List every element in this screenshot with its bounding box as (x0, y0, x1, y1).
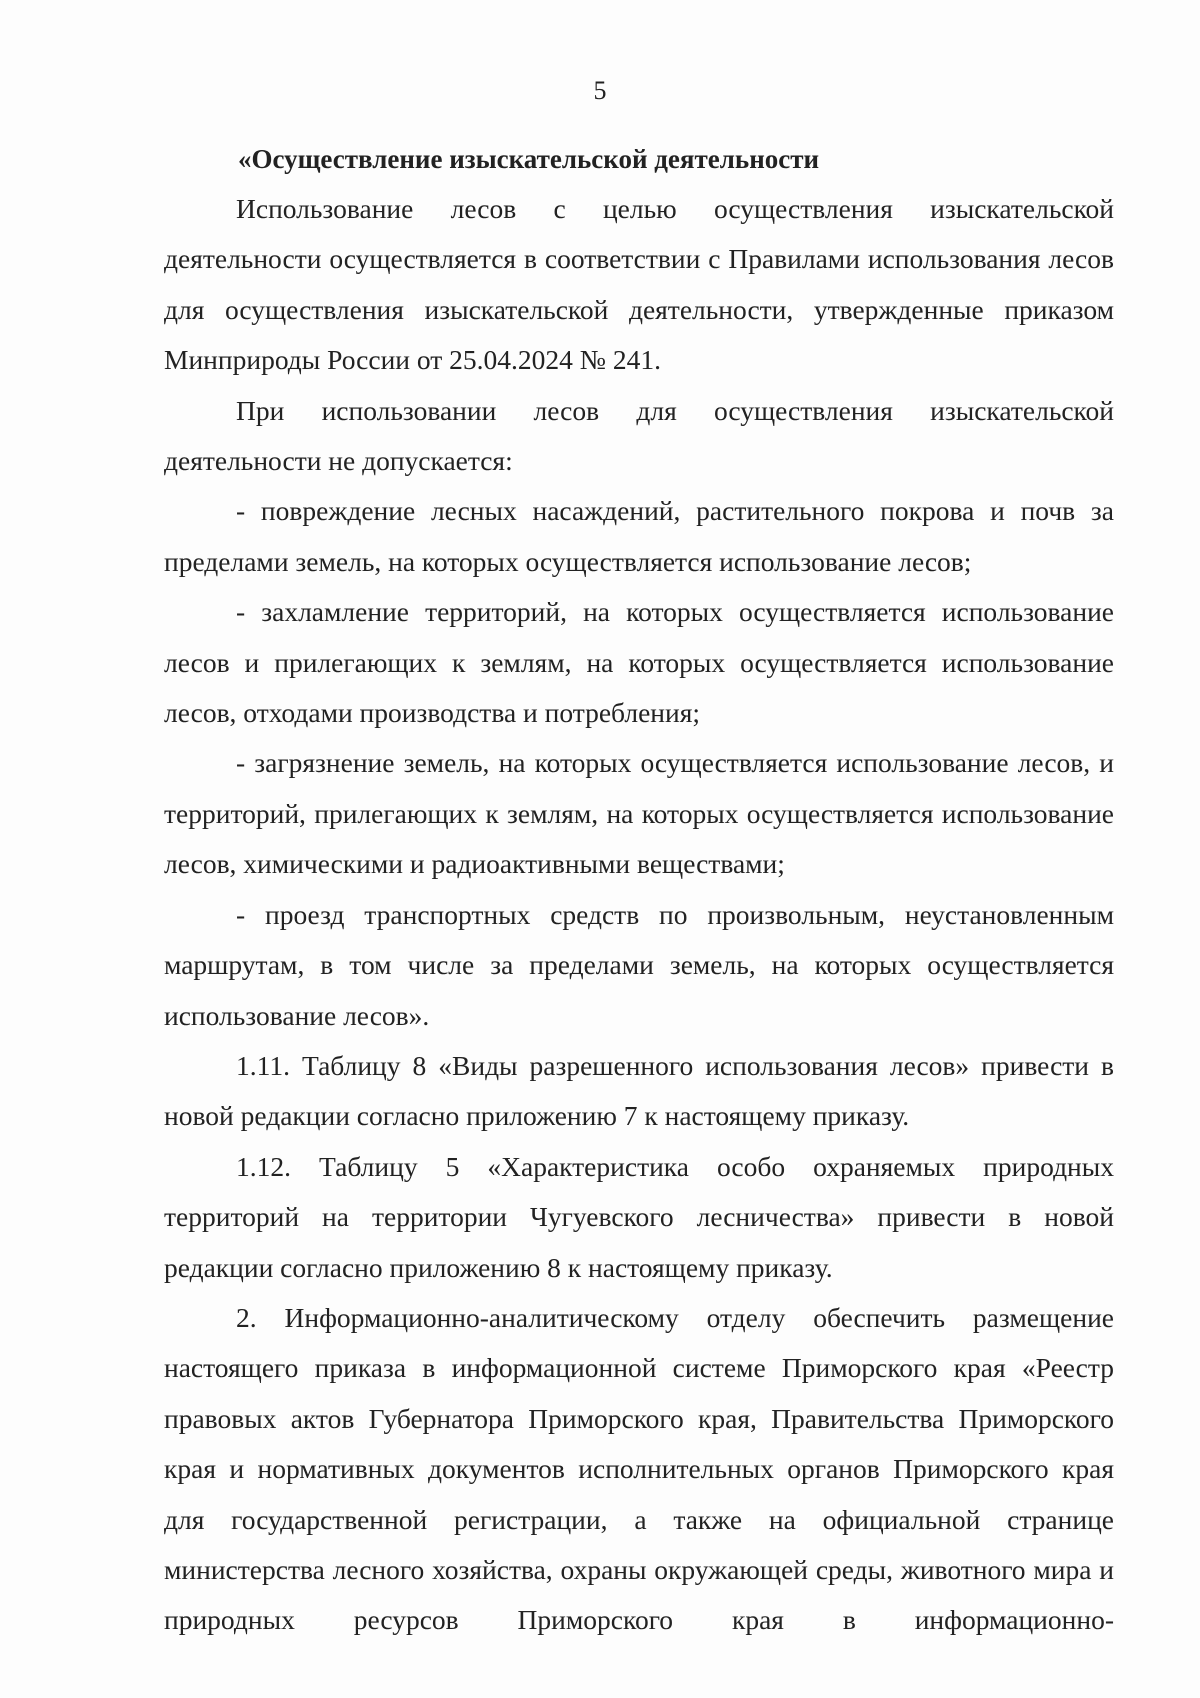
paragraph-item-1-12: 1.12. Таблицу 5 «Характеристика особо охраняемых природных территорий на территории Чугуевского лесничества» привести в новой редакции согласно приложению 8 к настоящему приказу. (164, 1150, 1114, 1283)
list-item-damage: - повреждение лесных насаждений, растительного покрова и почв за пределами земель, на которых осуществляется использование лесов; (164, 495, 1114, 577)
paragraph-item-1-11: 1.11. Таблицу 8 «Виды разрешенного использования лесов» привести в новой редакции согласно приложению 7 к настоящему приказу. (164, 1049, 1114, 1132)
list-item-vehicle-passage: - проезд транспортных средств по произвольным, неустановленным маршрутам, в том числе за пределами земель, на которых осуществляется использование лесов». (164, 898, 1114, 1031)
paragraph-survey-rules: Использование лесов с целью осуществления изыскательской деятельности осуществляется в соответствии с Правилами использования лесов для осуществления изыскательской деятельности, утвержденные приказом Минприроды России от 25.04.2024 № 241. (164, 193, 1114, 376)
section-heading: «Осуществление изыскательской деятельности (238, 144, 820, 174)
list-item-pollution: - загрязнение земель, на которых осуществляется использование лесов, и территорий, прилегающих к землям, на которых осуществляется использование лесов, химическими и радиоактивными веществами; (164, 747, 1114, 880)
paragraph-item-2: 2. Информационно-аналитическому отделу обеспечить размещение настоящего приказа в информационной системе Приморского края «Реестр правовых актов Губернатора Приморского края, Правительства Приморского края и нормативных документов исполнительных органов Приморского края для государственной регистрации, а также на официальной странице министерства лесного хозяйства, охраны окружающей среды, животного мира и природных ресурсов Приморского края в информационно- (164, 1301, 1114, 1636)
paragraph-prohibitions-intro: При использовании лесов для осуществления изыскательской деятельности не допускается: (164, 394, 1114, 477)
list-item-littering: - захламление территорий, на которых осуществляется использование лесов и прилегающих к землям, на которых осуществляется использование лесов, отходами производства и потребления; (164, 596, 1114, 729)
page-number: 5 (593, 76, 607, 105)
document-body (164, 134, 1114, 1646)
